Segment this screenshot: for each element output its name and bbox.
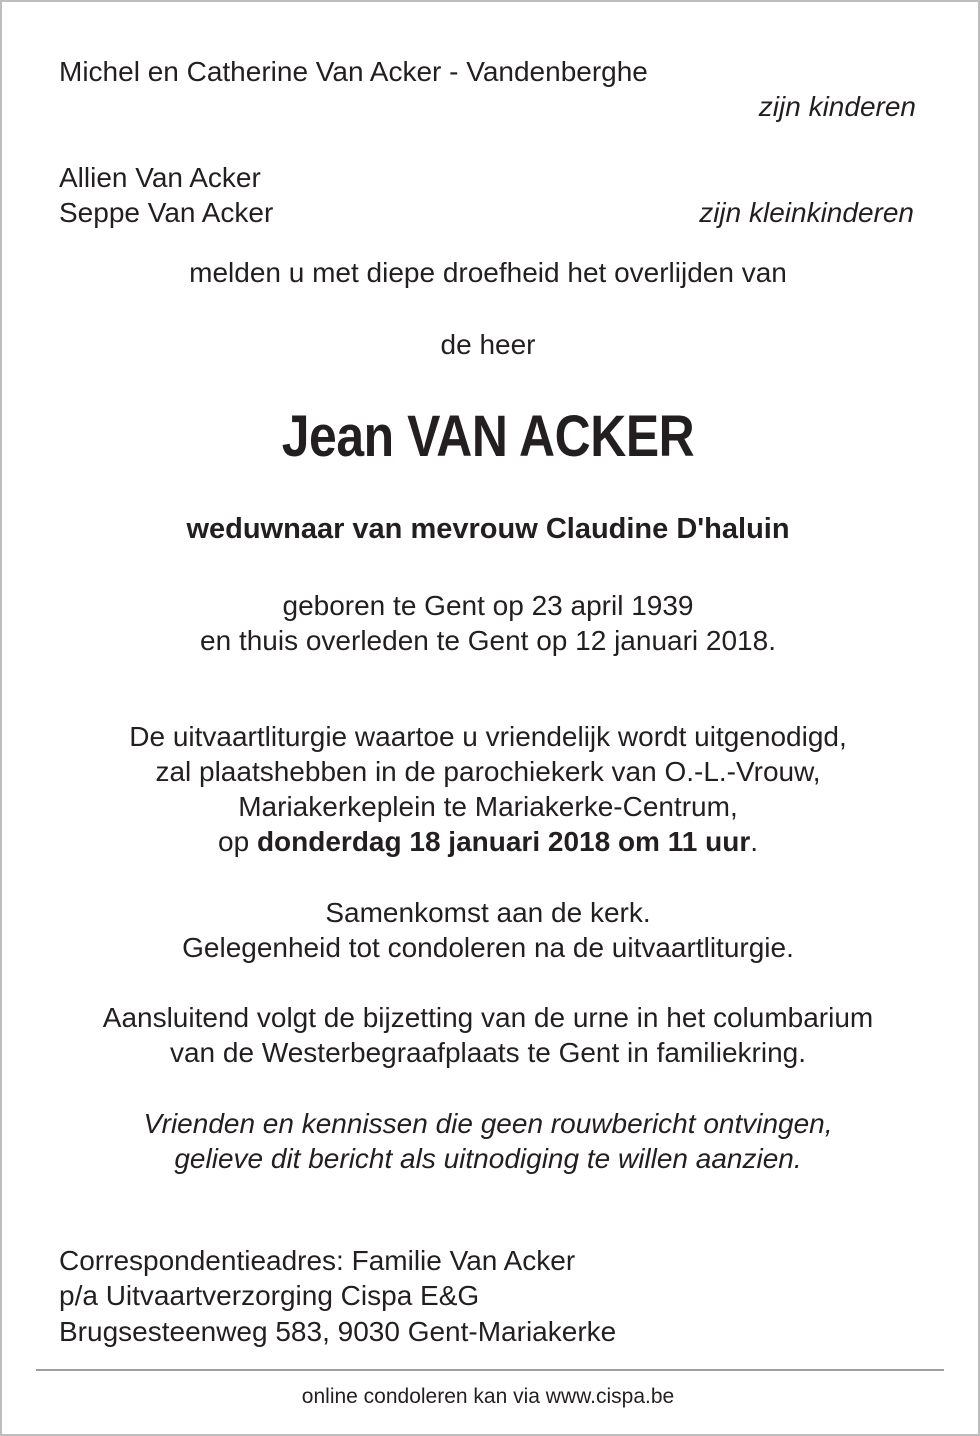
funeral-date-line: [0, 825, 976, 859]
footer-condolence-link[interactable]: online condoleren kan via www.cispa.be: [301, 1385, 675, 1408]
funeral-line: De uitvaartliturgie waartoe u vriendelijk wordt uitgenodigd,: [129, 721, 847, 752]
grandchild-name: Allien Van Acker: [59, 162, 261, 193]
notice-line: gelieve dit bericht als uitnodiging te willen aanzien.: [174, 1143, 802, 1174]
correspondence-line: p/a Uitvaartverzorging Cispa E&G: [59, 1280, 480, 1311]
gathering-line: Samenkomst aan de kerk.: [325, 897, 651, 928]
notice-line: Vrienden en kennissen die geen rouwbericht ontvingen,: [143, 1108, 833, 1139]
burial-line: van de Westerbegraafplaats te Gent in familiekring.: [169, 1037, 807, 1068]
burial-line: Aansluitend volgt de bijzetting van de urne in het columbarium: [102, 1002, 874, 1033]
correspondence-address: Brugsesteenweg 583, 9030 Gent-Mariakerke: [59, 1316, 617, 1347]
deceased-name: Jean VAN ACKER: [281, 404, 695, 469]
funeral-date-prefix: op: [218, 826, 257, 857]
footer-divider: [36, 1369, 944, 1371]
funeral-date: donderdag 18 januari 2018 om 11 uur: [256, 826, 751, 857]
widower-line: weduwnaar van mevrouw Claudine D'haluin: [186, 513, 790, 545]
grandchildren-label: zijn kleinkinderen: [699, 197, 914, 228]
deceased-title: de heer: [440, 329, 536, 360]
correspondence-line: Correspondentieadres: Familie Van Acker: [59, 1245, 576, 1276]
children-label: zijn kinderen: [758, 91, 916, 122]
announcement-intro: melden u met diepe droefheid het overlijden van: [189, 257, 787, 288]
funeral-date-suffix: .: [750, 826, 758, 857]
grandchild-name: Seppe Van Acker: [59, 197, 274, 228]
gathering-line: Gelegenheid tot condoleren na de uitvaartliturgie.: [182, 932, 794, 963]
birth-line: geboren te Gent op 23 april 1939: [282, 590, 694, 621]
funeral-line: Mariakerkeplein te Mariakerke-Centrum,: [238, 791, 738, 822]
children-names: Michel en Catherine Van Acker - Vandenberghe: [59, 56, 648, 87]
death-line: en thuis overleden te Gent op 12 januari 2018.: [200, 625, 776, 656]
funeral-line: zal plaatshebben in de parochiekerk van O.-L.-Vrouw,: [155, 756, 821, 787]
